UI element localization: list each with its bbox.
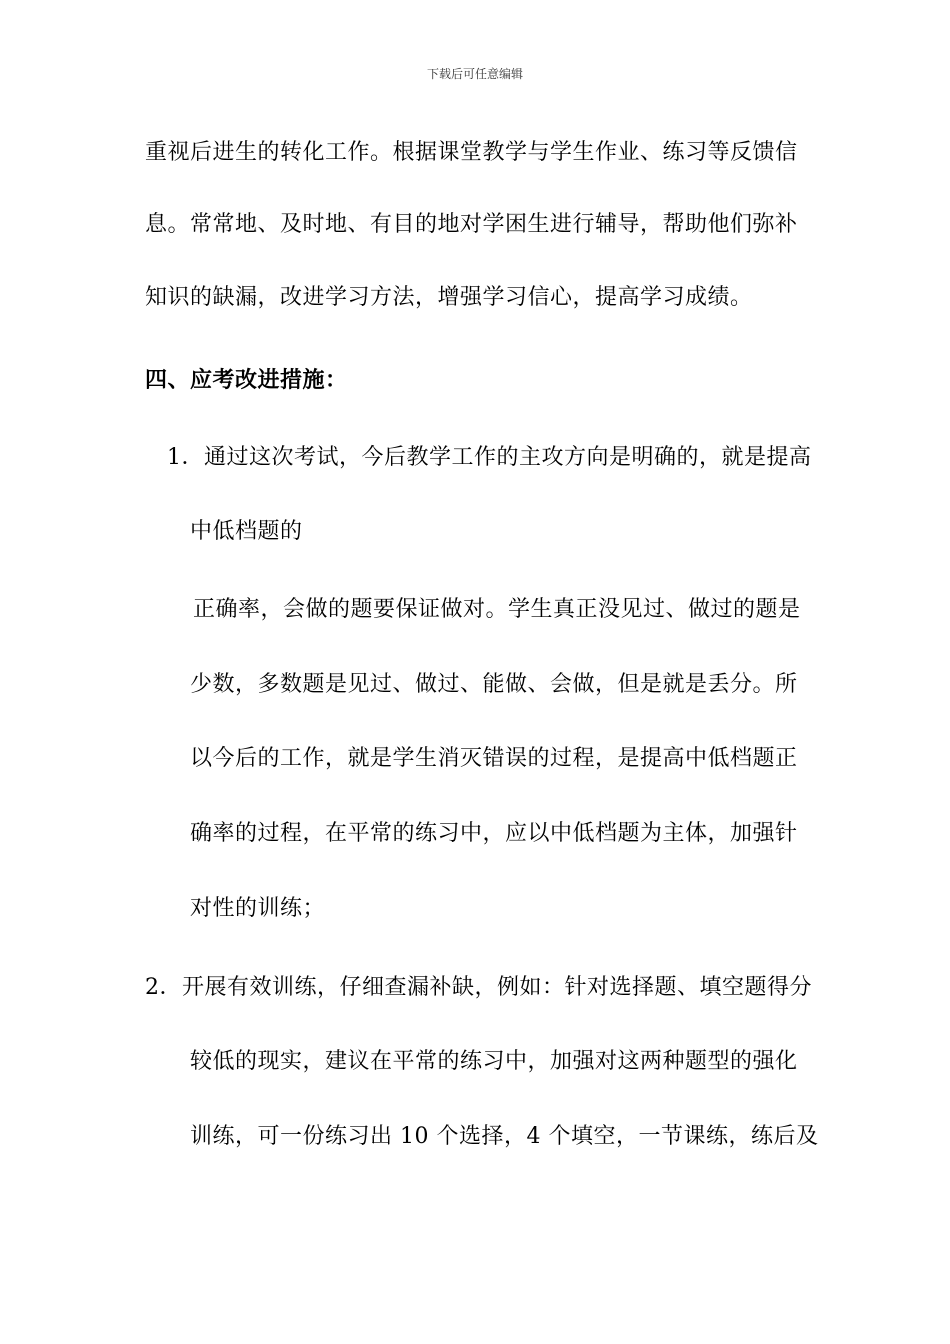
list-item-1-line: 正确率，会做的题要保证做对。学生真正没见过、做过的题是 <box>193 597 801 622</box>
list-item-1-line: 1．通过这次考试，今后教学工作的主攻方向是明确的，就是提高 <box>167 445 812 470</box>
list-item-1-line: 中低档题的 <box>190 519 303 544</box>
list-item-1-line: 确率的过程，在平常的练习中，应以中低档题为主体，加强针 <box>190 821 798 846</box>
list-item-2-line: 训练，可一份练习出 10 个选择，4 个填空，一节课练，练后及 <box>190 1124 819 1149</box>
list-item-1-line: 以今后的工作，就是学生消灭错误的过程，是提高中低档题正 <box>190 746 798 771</box>
page-header: 下载后可任意编辑 <box>426 67 523 81</box>
paragraph-line: 知识的缺漏，改进学习方法，增强学习信心，提高学习成绩。 <box>145 285 753 310</box>
section-heading: 四、应考改进措施： <box>145 367 348 393</box>
list-item-1-line: 对性的训练； <box>190 896 326 921</box>
list-item-1-line: 少数，多数题是见过、做过、能做、会做，但是就是丢分。所 <box>190 672 798 697</box>
list-item-2-line: 较低的现实，建议在平常的练习中，加强对这两种题型的强化 <box>190 1049 798 1074</box>
paragraph-line: 息。常常地、及时地、有目的地对学困生进行辅导，帮助他们弥补 <box>145 212 798 237</box>
list-item-2-line: 2．开展有效训练，仔细查漏补缺，例如：针对选择题、填空题得分 <box>145 975 812 1000</box>
paragraph-line: 重视后进生的转化工作。根据课堂教学与学生作业、练习等反馈信 <box>145 140 798 165</box>
